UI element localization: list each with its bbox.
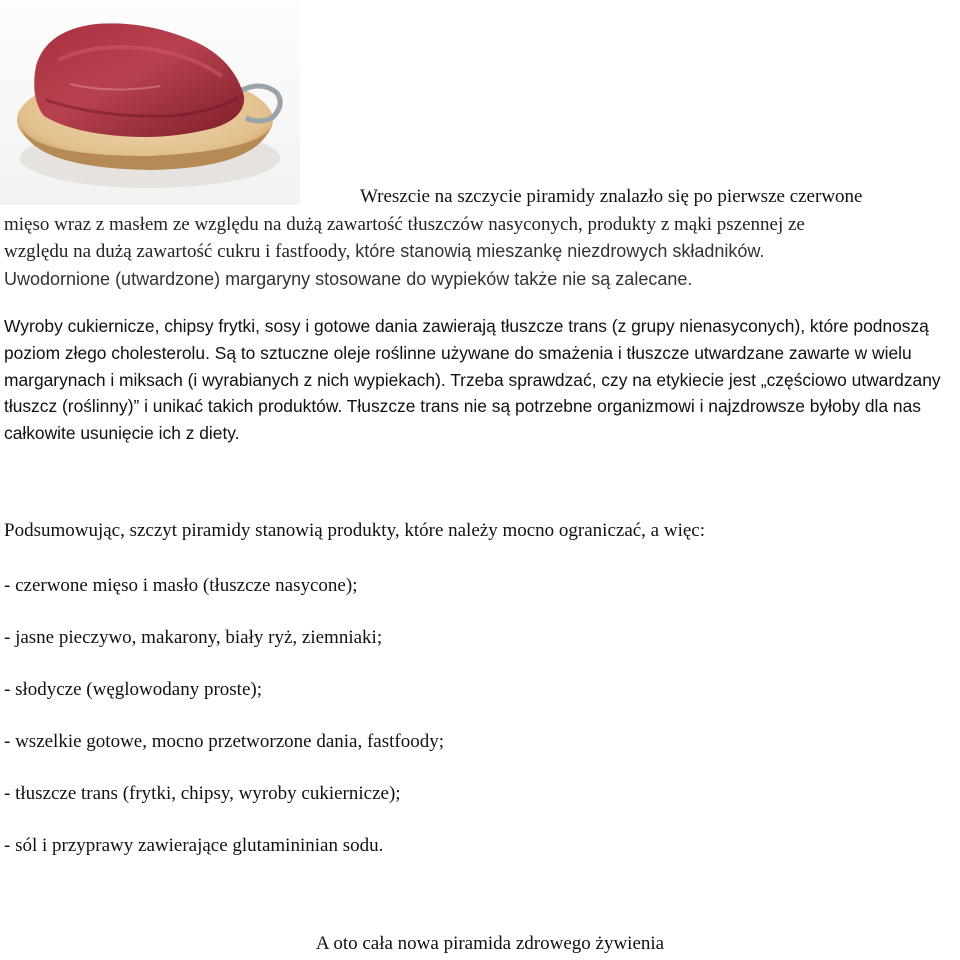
summary-text: Podsumowując, szczyt piramidy stanowią produkty, które należy mocno ograniczać, a więc: [4,520,706,541]
list-item: - tłuszcze trans (frytki, chipsy, wyroby cukiernicze); [4,783,401,804]
pyramid-caption: A oto cała nowa piramida zdrowego żywienia [315,933,665,954]
intro-line-3b: które stanowią mieszankę niezdrowych składników. [355,241,765,261]
list-item: - słodycze (węglowodany proste); [4,679,263,700]
intro-paragraph [4,183,954,293]
intro-line-3a: względu na dużą zawartość cukru i fastfoody, [4,241,356,262]
restricted-products-list [4,573,954,885]
list-item: - sól i przyprawy zawierające glutamininian sodu. [4,835,384,856]
meat-photo [0,0,300,205]
list-item: - wszelkie gotowe, mocno przetworzone dania, fastfoody; [4,731,445,752]
list-item: - jasne pieczywo, makarony, biały ryż, ziemniaki; [4,627,383,648]
raw-beef-on-cutting-board-icon [0,0,300,205]
intro-lead: Wreszcie na szczycie piramidy znalazło się po pierwsze czerwone [360,186,863,207]
intro-line-2: mięso wraz z masłem ze względu na dużą zawartość tłuszczów nasyconych, produkty z mąki pszennej ze [4,213,805,235]
intro-line-4: Uwodornione (utwardzone) margaryny stosowane do wypieków także nie są zalecane. [4,268,693,289]
list-item: - czerwone mięso i masło (tłuszcze nasycone); [4,575,358,596]
trans-fats-paragraph: Wyroby cukiernicze, chipsy frytki, sosy i gotowe dania zawierają tłuszcze trans (z grupy nienasyconych), które podnoszą poziom złego cholesterolu. Są to sztuczne oleje roślinne używane do smażenia i tłuszcze utwardzane zawarte w wielu margarynach i miksach (i wyrabianych z nich wypiekach). Trzeba sprawdzać, czy na etykiecie jest „częściowo utwardzany tłuszcz (roślinny)” i unikać takich produktów. Tłuszcze trans nie są potrzebne organizmowi i najzdrowsze byłoby dla nas całkowite usunięcie ich z diety. [4,316,941,444]
